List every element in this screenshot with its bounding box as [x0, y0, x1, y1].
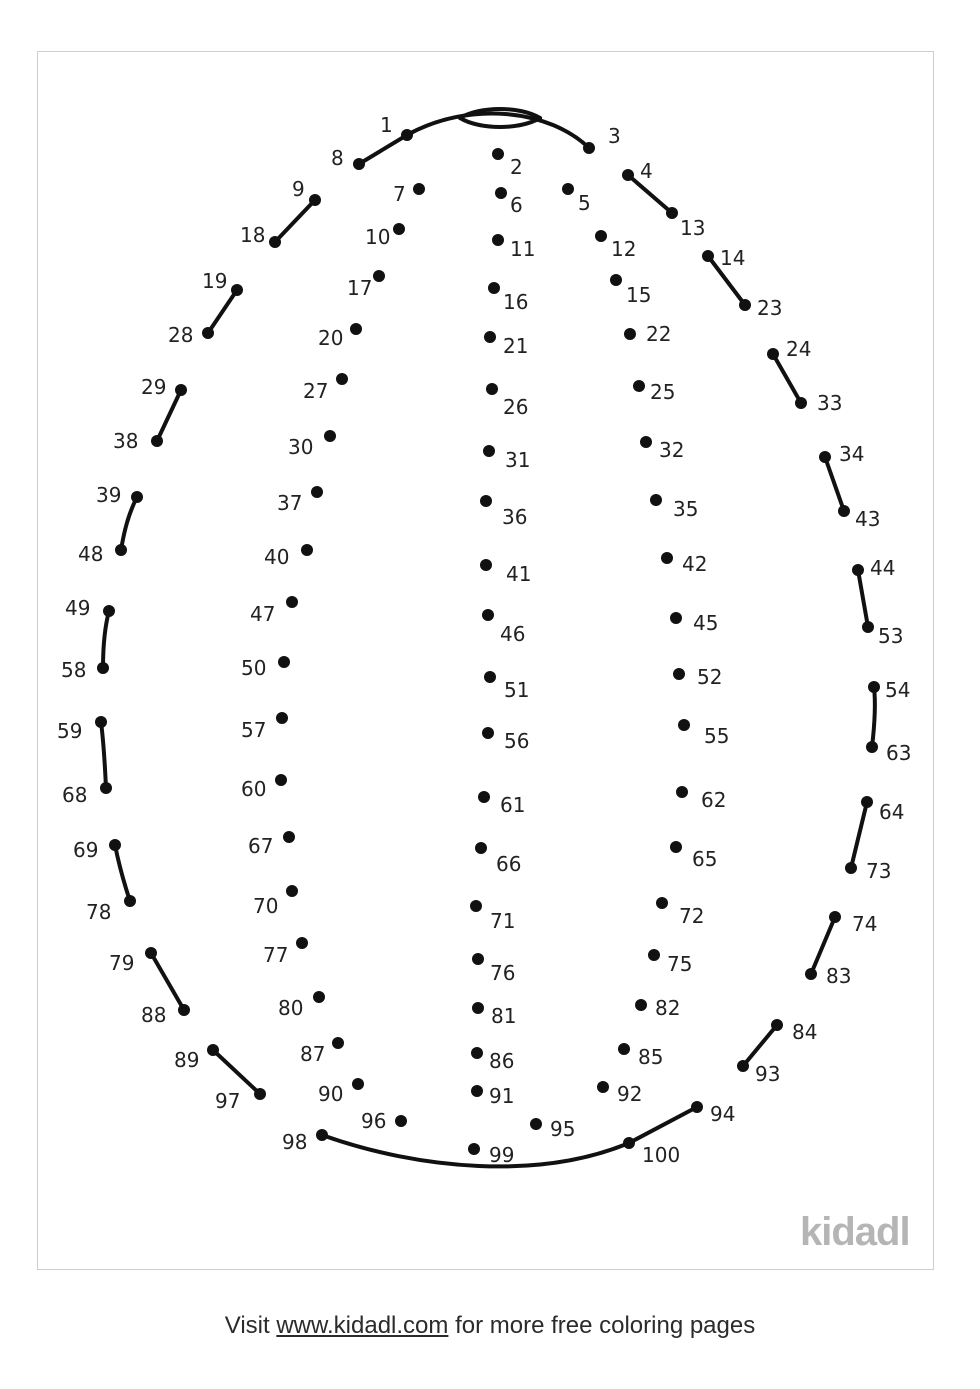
dot-label-75: 75: [667, 952, 693, 976]
dot-label-5: 5: [578, 191, 591, 215]
dot-label-84: 84: [792, 1020, 818, 1044]
dot-1: [401, 129, 413, 141]
dot-28: [202, 327, 214, 339]
dot-10: [393, 223, 405, 235]
dot-label-78: 78: [86, 900, 112, 924]
dot-54: [868, 681, 880, 693]
dot-15: [610, 274, 622, 286]
dot-60: [275, 774, 287, 786]
pre-drawn-lines: [101, 109, 878, 1166]
dot-46: [482, 609, 494, 621]
dot-91: [471, 1085, 483, 1097]
dot-label-40: 40: [264, 545, 290, 569]
dot-label-68: 68: [62, 783, 88, 807]
dot-label-18: 18: [240, 223, 266, 247]
dot-85: [618, 1043, 630, 1055]
dot-29: [175, 384, 187, 396]
guide-line: [115, 845, 130, 901]
dot-93: [737, 1060, 749, 1072]
dot-34: [819, 451, 831, 463]
dot-20: [350, 323, 362, 335]
dot-62: [676, 786, 688, 798]
dot-label-82: 82: [655, 996, 681, 1020]
dot-96: [395, 1115, 407, 1127]
dot-58: [97, 662, 109, 674]
footer-suffix: for more free coloring pages: [448, 1312, 756, 1339]
dot-label-27: 27: [303, 379, 329, 403]
guide-line: [858, 570, 868, 627]
dot-51: [484, 671, 496, 683]
guide-line: [460, 118, 540, 127]
dot-95: [530, 1118, 542, 1130]
guide-line: [872, 687, 875, 747]
dot-38: [151, 435, 163, 447]
dot-73: [845, 862, 857, 874]
dot-55: [678, 719, 690, 731]
dot-label-23: 23: [757, 296, 783, 320]
dot-61: [478, 791, 490, 803]
dot-36: [480, 495, 492, 507]
dot-label-36: 36: [502, 505, 528, 529]
dot-99: [468, 1143, 480, 1155]
dot-label-57: 57: [241, 718, 267, 742]
dot-7: [413, 183, 425, 195]
dot-98: [316, 1129, 328, 1141]
dot-87: [332, 1037, 344, 1049]
dot-79: [145, 947, 157, 959]
dot-71: [470, 900, 482, 912]
dot-label-13: 13: [680, 216, 706, 240]
dot-label-38: 38: [113, 429, 139, 453]
dot-45: [670, 612, 682, 624]
dot-label-59: 59: [57, 719, 83, 743]
dot-label-19: 19: [202, 269, 228, 293]
dot-label-70: 70: [253, 894, 279, 918]
dot-72: [656, 897, 668, 909]
dot-label-61: 61: [500, 793, 526, 817]
dot-70: [286, 885, 298, 897]
guide-line: [359, 135, 407, 164]
dot-label-17: 17: [347, 276, 373, 300]
dot-63: [866, 741, 878, 753]
dot-label-43: 43: [855, 507, 881, 531]
dot-label-67: 67: [248, 834, 274, 858]
dot-label-21: 21: [503, 334, 529, 358]
dot-24: [767, 348, 779, 360]
dot-22: [624, 328, 636, 340]
dot-94: [691, 1101, 703, 1113]
dot-label-49: 49: [65, 596, 91, 620]
dot-47: [286, 596, 298, 608]
dot-label-1: 1: [380, 113, 393, 137]
dot-label-31: 31: [505, 448, 531, 472]
dot-label-2: 2: [510, 155, 523, 179]
dot-43: [838, 505, 850, 517]
dot-75: [648, 949, 660, 961]
dot-33: [795, 397, 807, 409]
dot-19: [231, 284, 243, 296]
guide-line: [101, 722, 106, 788]
dot-label-62: 62: [701, 788, 727, 812]
dot-4: [622, 169, 634, 181]
dot-label-73: 73: [866, 859, 892, 883]
dot-59: [95, 716, 107, 728]
guide-line: [743, 1025, 777, 1066]
dot-label-69: 69: [73, 838, 99, 862]
dot-label-42: 42: [682, 552, 708, 576]
dot-label-97: 97: [215, 1089, 241, 1113]
dot-label-16: 16: [503, 290, 529, 314]
dot-label-91: 91: [489, 1084, 515, 1108]
dot-16: [488, 282, 500, 294]
dot-12: [595, 230, 607, 242]
dot-57: [276, 712, 288, 724]
dot-label-50: 50: [241, 656, 267, 680]
dot-89: [207, 1044, 219, 1056]
dot-42: [661, 552, 673, 564]
dot-9: [309, 194, 321, 206]
dot-90: [352, 1078, 364, 1090]
dot-label-32: 32: [659, 438, 685, 462]
dot-label-77: 77: [263, 943, 289, 967]
dot-label-10: 10: [365, 225, 391, 249]
dot-label-3: 3: [608, 124, 621, 148]
dot-label-26: 26: [503, 395, 529, 419]
guide-line: [213, 1050, 260, 1094]
dot-label-8: 8: [331, 146, 344, 170]
dot-3: [583, 142, 595, 154]
dot-label-25: 25: [650, 380, 676, 404]
dot-69: [109, 839, 121, 851]
dot-label-7: 7: [393, 182, 406, 206]
dot-label-37: 37: [277, 491, 303, 515]
dot-label-95: 95: [550, 1117, 576, 1141]
dot-32: [640, 436, 652, 448]
dot-label-4: 4: [640, 159, 653, 183]
dot-17: [373, 270, 385, 282]
dot-label-76: 76: [490, 961, 516, 985]
dot-64: [861, 796, 873, 808]
dot-label-34: 34: [839, 442, 865, 466]
dot-label-90: 90: [318, 1082, 344, 1106]
guide-line: [208, 290, 237, 333]
dot-label-56: 56: [504, 729, 530, 753]
footer-text: [0, 1312, 980, 1340]
dot-label-12: 12: [611, 237, 637, 261]
guide-line: [629, 1107, 697, 1143]
dot-37: [311, 486, 323, 498]
dot-82: [635, 999, 647, 1011]
dot-label-100: 100: [642, 1143, 681, 1167]
dot-50: [278, 656, 290, 668]
dot-label-29: 29: [141, 375, 167, 399]
dot-label-72: 72: [679, 904, 705, 928]
dot-30: [324, 430, 336, 442]
dot-label-24: 24: [786, 337, 812, 361]
dot-25: [633, 380, 645, 392]
dot-5: [562, 183, 574, 195]
guide-line: [151, 953, 184, 1010]
dot-label-66: 66: [496, 852, 522, 876]
guide-line: [407, 113, 589, 148]
dot-14: [702, 250, 714, 262]
dot-11: [492, 234, 504, 246]
dot-label-30: 30: [288, 435, 314, 459]
dot-label-96: 96: [361, 1109, 387, 1133]
dot-label-33: 33: [817, 391, 843, 415]
dot-18: [269, 236, 281, 248]
dot-68: [100, 782, 112, 794]
dot-label-89: 89: [174, 1048, 200, 1072]
dot-label-63: 63: [886, 741, 912, 765]
dot-92: [597, 1081, 609, 1093]
dot-21: [484, 331, 496, 343]
dot-label-88: 88: [141, 1003, 167, 1027]
dot-label-87: 87: [300, 1042, 326, 1066]
dot-83: [805, 968, 817, 980]
dot-label-74: 74: [852, 912, 878, 936]
dot-77: [296, 937, 308, 949]
dot-label-55: 55: [704, 724, 730, 748]
dot-label-9: 9: [292, 177, 305, 201]
dot-44: [852, 564, 864, 576]
dot-label-99: 99: [489, 1143, 515, 1167]
dot-65: [670, 841, 682, 853]
dot-31: [483, 445, 495, 457]
dot-49: [103, 605, 115, 617]
dot-84: [771, 1019, 783, 1031]
dot-label-71: 71: [490, 909, 516, 933]
dot-52: [673, 668, 685, 680]
guide-line: [121, 497, 137, 550]
dot-39: [131, 491, 143, 503]
dot-23: [739, 299, 751, 311]
dot-label-45: 45: [693, 611, 719, 635]
dot-label-41: 41: [506, 562, 532, 586]
dot-35: [650, 494, 662, 506]
dot-label-47: 47: [250, 602, 276, 626]
dot-label-93: 93: [755, 1062, 781, 1086]
dot-13: [666, 207, 678, 219]
dot-label-35: 35: [673, 497, 699, 521]
dot-label-48: 48: [78, 542, 104, 566]
dot-label-98: 98: [282, 1130, 308, 1154]
dot-label-15: 15: [626, 283, 652, 307]
dot-41: [480, 559, 492, 571]
dot-80: [313, 991, 325, 1003]
dot-67: [283, 831, 295, 843]
dot-label-81: 81: [491, 1004, 517, 1028]
dot-6: [495, 187, 507, 199]
dot-81: [472, 1002, 484, 1014]
dot-label-80: 80: [278, 996, 304, 1020]
guide-line: [275, 200, 315, 242]
dot-74: [829, 911, 841, 923]
dot-label-94: 94: [710, 1102, 736, 1126]
dot-56: [482, 727, 494, 739]
kidadl-logo: kidadl: [800, 1210, 910, 1254]
guide-line: [851, 802, 867, 868]
dot-label-20: 20: [318, 326, 344, 350]
dot-97: [254, 1088, 266, 1100]
dot-label-54: 54: [885, 678, 911, 702]
dot-88: [178, 1004, 190, 1016]
dot-label-60: 60: [241, 777, 267, 801]
dot-26: [486, 383, 498, 395]
dot-label-64: 64: [879, 800, 905, 824]
dot-40: [301, 544, 313, 556]
dot-label-58: 58: [61, 658, 87, 682]
dot-label-44: 44: [870, 556, 896, 580]
dot-label-92: 92: [617, 1082, 643, 1106]
guide-line: [773, 354, 801, 403]
dot-66: [475, 842, 487, 854]
dot-78: [124, 895, 136, 907]
dot-27: [336, 373, 348, 385]
dot-8: [353, 158, 365, 170]
dot-53: [862, 621, 874, 633]
dot-label-83: 83: [826, 964, 852, 988]
dot-100: [623, 1137, 635, 1149]
dot-label-28: 28: [168, 323, 194, 347]
dot-label-39: 39: [96, 483, 122, 507]
dot-label-52: 52: [697, 665, 723, 689]
dot-label-6: 6: [510, 193, 523, 217]
guide-line: [103, 611, 109, 668]
dot-label-86: 86: [489, 1049, 515, 1073]
dot-86: [471, 1047, 483, 1059]
footer-prefix: Visit: [224, 1312, 277, 1339]
dot-label-22: 22: [646, 322, 672, 346]
dot-label-46: 46: [500, 622, 526, 646]
dot-label-51: 51: [504, 678, 530, 702]
dot-76: [472, 953, 484, 965]
dot-label-53: 53: [878, 624, 904, 648]
dot-label-11: 11: [510, 237, 536, 261]
dot-label-85: 85: [638, 1045, 664, 1069]
dot-label-14: 14: [720, 246, 746, 270]
dot-48: [115, 544, 127, 556]
dot-label-65: 65: [692, 847, 718, 871]
dot-2: [492, 148, 504, 160]
kidadl-link[interactable]: www.kidadl.com: [276, 1312, 449, 1339]
dot-label-79: 79: [109, 951, 135, 975]
